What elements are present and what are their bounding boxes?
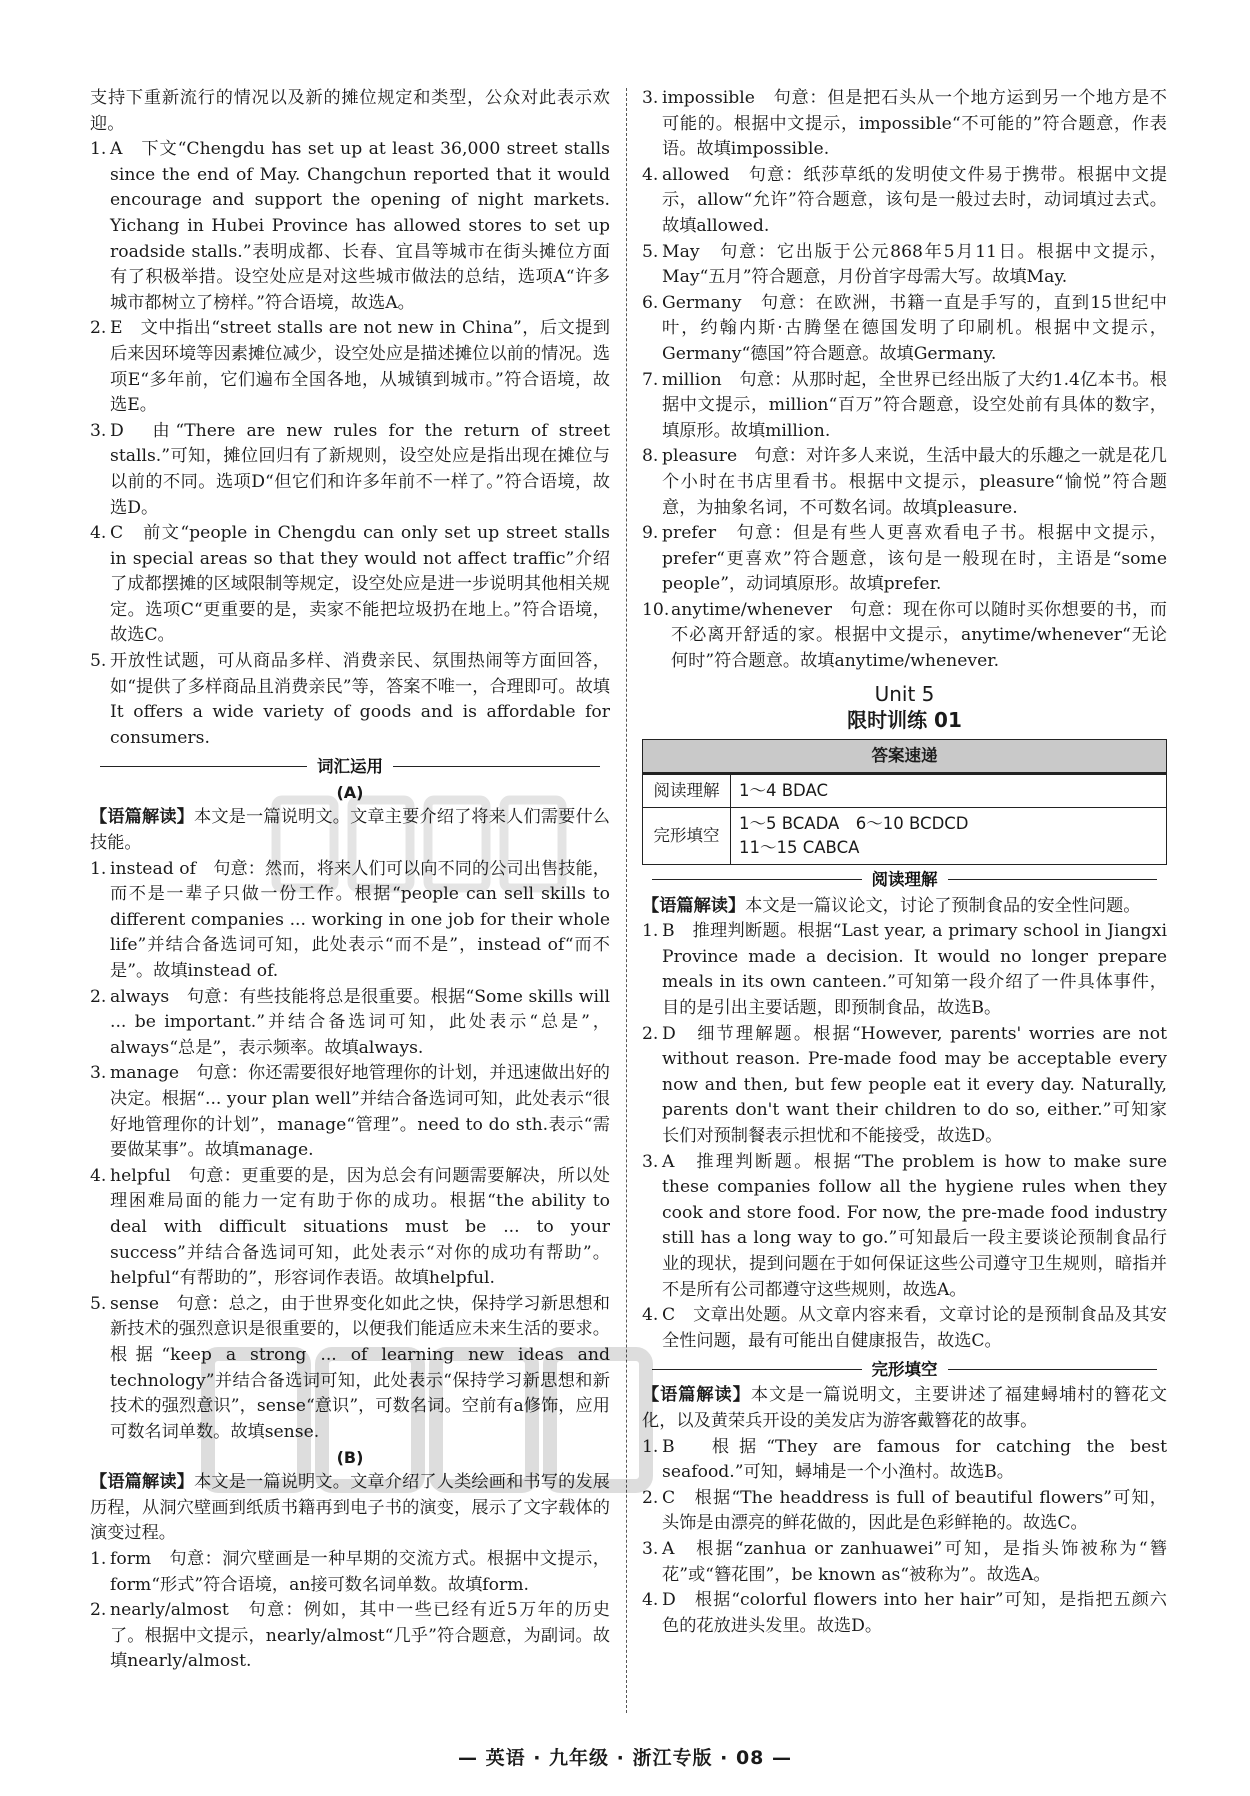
item-text: anytime/whenever 句意：现在你可以随时买你想要的书，而不必离开舒适的家。根据中文提示，anytime/whenever“无论何时”符合题意。故填anytime/whenever. bbox=[671, 599, 1167, 672]
answer-item bbox=[90, 137, 610, 316]
item-text: allowed 句意：纸莎草纸的发明使文件易于携带。根据中文提示，allow“允许”符合题意，该句是一般过去时，动词填过去式。故填allowed. bbox=[662, 164, 1167, 236]
rule-line bbox=[948, 879, 1158, 880]
answer-item bbox=[90, 521, 610, 649]
analysis-text: 本文是一篇说明文。文章主要介绍了将来人们需要什么技能。 bbox=[90, 807, 610, 854]
item-text: B 根据“They are famous for catching the best seafood.”可知，蟳埔是一个小渔村。故选B。 bbox=[662, 1436, 1167, 1483]
vocab-b-answers bbox=[90, 1547, 610, 1675]
rule-line bbox=[652, 1369, 862, 1370]
section-header-reading bbox=[642, 867, 1167, 893]
item-number: 1. bbox=[90, 139, 107, 160]
item-number: 1. bbox=[90, 1549, 107, 1570]
item-number: 5. bbox=[90, 651, 107, 672]
item-number: 6. bbox=[642, 292, 659, 313]
answer-item bbox=[90, 985, 610, 1062]
section-header-vocab bbox=[90, 753, 610, 779]
right-column bbox=[642, 86, 1167, 1639]
item-text: prefer 句意：但是有些人更喜欢看电子书。根据中文提示，prefer“更喜欢”符合题意，该句是一般现在时，主语是“some people”，动词填原形。故填prefer. bbox=[662, 523, 1167, 595]
table-row bbox=[643, 807, 1167, 864]
item-text: Germany 句意：在欧洲，书籍一直是手写的，直到15世纪中叶，约翰内斯·古腾堡在德国发明了印刷机。根据中文提示，Germany“德国”符合题意。故填Germany. bbox=[662, 292, 1167, 364]
rule-line bbox=[393, 766, 600, 767]
item-text: pleasure 句意：对许多人来说，生活中最大的乐趣之一就是花几个小时在书店里看书。根据中文提示，pleasure“愉悦”符合题意，为抽象名词，不可数名词。故填pleasure. bbox=[662, 446, 1167, 518]
item-text: C 根据“The headdress is full of beautiful flowers”可知，头饰是由漂亮的鲜花做的，因此是色彩鲜艳的。故选C。 bbox=[662, 1487, 1167, 1534]
item-number: 4. bbox=[642, 1305, 659, 1326]
answer-item bbox=[90, 857, 610, 985]
analysis-label: 【语篇解读】 bbox=[90, 1472, 195, 1493]
item-number: 8. bbox=[642, 446, 659, 467]
item-number: 5. bbox=[642, 241, 659, 262]
item-number: 5. bbox=[90, 1293, 107, 1314]
item-number: 2. bbox=[90, 986, 107, 1007]
answer-item bbox=[642, 1588, 1167, 1639]
left-column bbox=[90, 86, 610, 1675]
item-number: 3. bbox=[90, 1063, 107, 1084]
item-number: 3. bbox=[642, 1538, 659, 1559]
item-number: 3. bbox=[642, 88, 659, 108]
answer-value bbox=[731, 807, 1167, 864]
analysis-text: 本文是一篇说明文，主要讲述了福建蟳埔村的簪花文化，以及黄荣兵开设的美发店为游客戴簪花的故事。 bbox=[642, 1385, 1167, 1431]
item-text: A 推理判断题。根据“The problem is how to make sure these companies follow all the hygiene rules when they cook and store food. For now, the pre-made food industry still has a long way to go.”可知最后一段主要谈论预制食品行业的现状，提到问题在于如何保证这些公司遵守卫生规则，暗指并不是所有公司都遵守这些规则，故选A。 bbox=[662, 1151, 1167, 1300]
item-text: D 由“There are new rules for the return of street stalls.”可知，摊位回归有了新规则，设空处应是指出现在摊位与以前的不同。选项D“但它们和许多年前不一样了。”符合语境，故选D。 bbox=[110, 420, 610, 518]
vocab-a-answers bbox=[90, 857, 610, 1446]
answer-item bbox=[642, 291, 1167, 368]
item-text: May 句意：它出版于公元868年5月11日。根据中文提示，May“五月”符合题意，月份首字母需大写。故填May. bbox=[662, 241, 1167, 288]
item-text: B 推理判断题。根据“Last year, a primary school in Jiangxi Province made a decision. It would no longer prepare meals in its own canteen.”可知第一段介绍了一件具体事件，目的是引出主要话题，即预制食品，故选B。 bbox=[662, 921, 1167, 1019]
item-number: 10. bbox=[642, 599, 670, 620]
answer-item bbox=[642, 86, 1167, 163]
item-text: impossible 句意：但是把石头从一个地方运到另一个地方是不可能的。根据中文提示，impossible“不可能的”符合题意，作表语。故填impossible. bbox=[662, 88, 1167, 160]
answer-label: 阅读理解 bbox=[643, 773, 731, 807]
item-number: 3. bbox=[90, 420, 107, 441]
answer-item bbox=[90, 1164, 610, 1292]
answer-item bbox=[642, 919, 1167, 1021]
item-text: C 文章出处题。从文章内容来看，文章讨论的是预制食品及其安全性问题，最有可能出自健康报告，故选C。 bbox=[662, 1305, 1167, 1351]
reading-tasks-answers bbox=[90, 137, 610, 751]
item-text: C 前文“people in Chengdu can only set up street stalls in special areas so that they would not affect traffic”介绍了成都摆摊的区域限制等规定，设空处应是进一步说明其他相关规定。选项C“更重要的是，卖家不能把垃圾扔在地上。”符合语境，故选C。 bbox=[110, 523, 610, 646]
item-text: nearly/almost 句意：例如，其中一些已经有近5万年的历史了。根据中文提示，nearly/almost“几乎”符合题意，为副词。故填nearly/almost. bbox=[110, 1600, 610, 1672]
item-text: A 根据“zanhua or zanhuawei”可知，是指头饰被称为“簪花”或“簪花围”，be known as“被称为”。故选A。 bbox=[662, 1538, 1167, 1585]
column-divider bbox=[626, 88, 627, 1713]
answer-item bbox=[642, 1435, 1167, 1486]
answer-value: 1～4 BDAC bbox=[731, 773, 1167, 807]
item-number: 3. bbox=[642, 1151, 659, 1172]
page-footer: — 英语 · 九年级 · 浙江专版 · 08 — bbox=[457, 1747, 792, 1769]
subsection-b-title: (B) bbox=[336, 1448, 364, 1468]
answer-item bbox=[642, 240, 1167, 291]
reading-answers bbox=[642, 919, 1167, 1354]
item-number: 4. bbox=[90, 523, 107, 544]
passage-analysis-reading bbox=[642, 894, 1167, 920]
item-number: 1. bbox=[90, 858, 107, 879]
analysis-text: 本文是一篇说明文。文章介绍了人类绘画和书写的发展历程，从洞穴壁画到纸质书籍再到电子书的演变，展示了文字载体的演变过程。 bbox=[90, 1472, 610, 1544]
subsection-a-title: (A) bbox=[336, 783, 364, 803]
analysis-label: 【语篇解读】 bbox=[642, 895, 746, 916]
answer-item bbox=[90, 1547, 610, 1598]
item-text: sense 句意：总之，由于世界变化如此之快，保持学习新思想和新技术的强烈意识是很重要的，以便我们能适应未来生活的要求。根据“keep a strong ... of learning new ideas and technology”并结合备选词可知，此处表示“保持学习新思想和新技术的强烈意识”，sense“意识”，可数名词。空前有a修饰，应用可数名词单数。故填sense. bbox=[110, 1293, 610, 1442]
passage-analysis-a bbox=[90, 805, 610, 856]
answer-key-table bbox=[642, 739, 1167, 865]
answer-item bbox=[642, 1303, 1167, 1354]
item-number: 2. bbox=[90, 1600, 107, 1621]
answer-value-line: 11～15 CABCA bbox=[739, 837, 860, 857]
analysis-label: 【语篇解读】 bbox=[90, 807, 195, 828]
item-text: D 根据“colorful flowers into her hair”可知，是指把五颜六色的花放进头发里。故选D。 bbox=[662, 1590, 1167, 1636]
item-text: always 句意：有些技能将总是很重要。根据“Some skills will ... be important.”并结合备选词可知，此处表示“总是”，always“总是”，表示频率。故填always. bbox=[110, 986, 610, 1058]
answer-item bbox=[642, 1486, 1167, 1537]
answer-item bbox=[642, 598, 1167, 675]
answer-item bbox=[90, 1061, 610, 1163]
item-text: E 文中指出“street stalls are not new in China”，后文提到后来因环境等因素摊位减少，设空处应是描述摊位以前的情况。选项E“多年前，它们遍布全国各地，从城镇到城市。”符合语境，故选E。 bbox=[110, 318, 610, 416]
answer-item bbox=[642, 1150, 1167, 1304]
analysis-text: 本文是一篇议论文，讨论了预制食品的安全性问题。 bbox=[745, 895, 1141, 916]
intro-paragraph: 支持下重新流行的情况以及新的摊位规定和类型，公众对此表示欢迎。 bbox=[90, 88, 610, 134]
section-header-cloze bbox=[642, 1356, 1167, 1382]
item-number: 4. bbox=[90, 1165, 107, 1186]
item-text: form 句意：洞穴壁画是一种早期的交流方式。根据中文提示，form“形式”符合语境，an接可数名词单数。故填form. bbox=[110, 1549, 610, 1595]
answer-item bbox=[642, 368, 1167, 445]
item-number: 4. bbox=[642, 164, 659, 185]
section-title: 词汇运用 bbox=[317, 756, 383, 776]
answer-key-header: 答案速递 bbox=[643, 739, 1167, 773]
item-text: 开放性试题，可从商品多样、消费亲民、氛围热闹等方面回答，如“提供了多样商品且消费亲民”等，答案不唯一，合理即可。故填It offers a wide variety of goods and is affordable for consumers. bbox=[110, 651, 610, 748]
answer-item bbox=[90, 1292, 610, 1446]
answer-value-line: 1～5 BCADA 6～10 BCDCD bbox=[739, 813, 969, 833]
answer-item bbox=[90, 1598, 610, 1675]
item-number: 7. bbox=[642, 369, 659, 390]
item-text: D 细节理解题。根据“However, parents' worries are not without reason. Pre-made food may be acceptable every now and then, but few people eat it every day. Naturally, parents don't want their children to do so, either.”可知家长们对预制餐表示担忧和不能接受，故选D。 bbox=[662, 1023, 1167, 1146]
passage-analysis-b bbox=[90, 1470, 610, 1547]
rule-line bbox=[948, 1369, 1158, 1370]
vocab-b-answers-continued bbox=[642, 86, 1167, 675]
section-title: 完形填空 bbox=[871, 1359, 938, 1379]
answer-item bbox=[90, 419, 610, 521]
item-number: 2. bbox=[90, 318, 107, 339]
unit-subtitle: 限时训练 01 bbox=[847, 707, 962, 732]
answer-item bbox=[642, 1537, 1167, 1588]
answer-item bbox=[642, 1022, 1167, 1150]
table-row bbox=[643, 773, 1167, 807]
rule-line bbox=[100, 766, 307, 767]
item-text: million 句意：从那时起，全世界已经出版了大约1.4亿本书。根据中文提示，million“百万”符合题意，设空处前有具体的数字，填原形。故填million. bbox=[662, 369, 1167, 441]
answer-label: 完形填空 bbox=[643, 807, 731, 864]
cloze-answers bbox=[642, 1435, 1167, 1640]
rule-line bbox=[652, 879, 862, 880]
unit-title: Unit 5 bbox=[874, 681, 935, 706]
passage-analysis-cloze bbox=[642, 1383, 1167, 1434]
answer-item bbox=[642, 163, 1167, 240]
answer-item bbox=[90, 649, 610, 751]
item-number: 1. bbox=[642, 1436, 659, 1457]
answer-item bbox=[642, 521, 1167, 598]
item-number: 2. bbox=[642, 1487, 659, 1508]
item-text: A 下文“Chengdu has set up at least 36,000 street stalls since the end of May. Changchun reported that it would encourage and support the opening of night markets. Yichang in Hubei Province has allowed stores to set up roadside stalls.”表明成都、长春、宜昌等城市在街头摊位方面有了积极举措。设空处应是对这些城市做法的总结，选项A“许多城市都树立了榜样。”符合语境，故选A。 bbox=[110, 139, 610, 313]
item-number: 1. bbox=[642, 921, 659, 942]
item-text: instead of 句意：然而，将来人们可以向不同的公司出售技能，而不是一辈子只做一份工作。根据“people can sell skills to different companies ... working in one job for their whole life”并结合备选词可知，此处表示“而不是”，instead of“而不是”。故填instead of. bbox=[110, 858, 610, 981]
item-number: 9. bbox=[642, 523, 659, 544]
answer-item bbox=[642, 444, 1167, 521]
analysis-label: 【语篇解读】 bbox=[642, 1385, 751, 1406]
section-title: 阅读理解 bbox=[871, 869, 938, 889]
item-number: 2. bbox=[642, 1023, 659, 1044]
item-text: helpful 句意：更重要的是，因为总会有问题需要解决，所以处理困难局面的能力一定有助于你的成功。根据“the ability to deal with difficult situations must be ... to your success”并结合备选词可知，此处表示“对你的成功有帮助”。helpful“有帮助的”，形容词作表语。故填helpful. bbox=[110, 1165, 610, 1289]
item-text: manage 句意：你还需要很好地管理你的计划，并迅速做出好的决定。根据“... your plan well”并结合备选词可知，此处表示“很好地管理你的计划”，manage“管理”。need to do sth.表示“需要做某事”。故填manage. bbox=[110, 1063, 610, 1161]
item-number: 4. bbox=[642, 1590, 659, 1611]
answer-item bbox=[90, 316, 610, 418]
